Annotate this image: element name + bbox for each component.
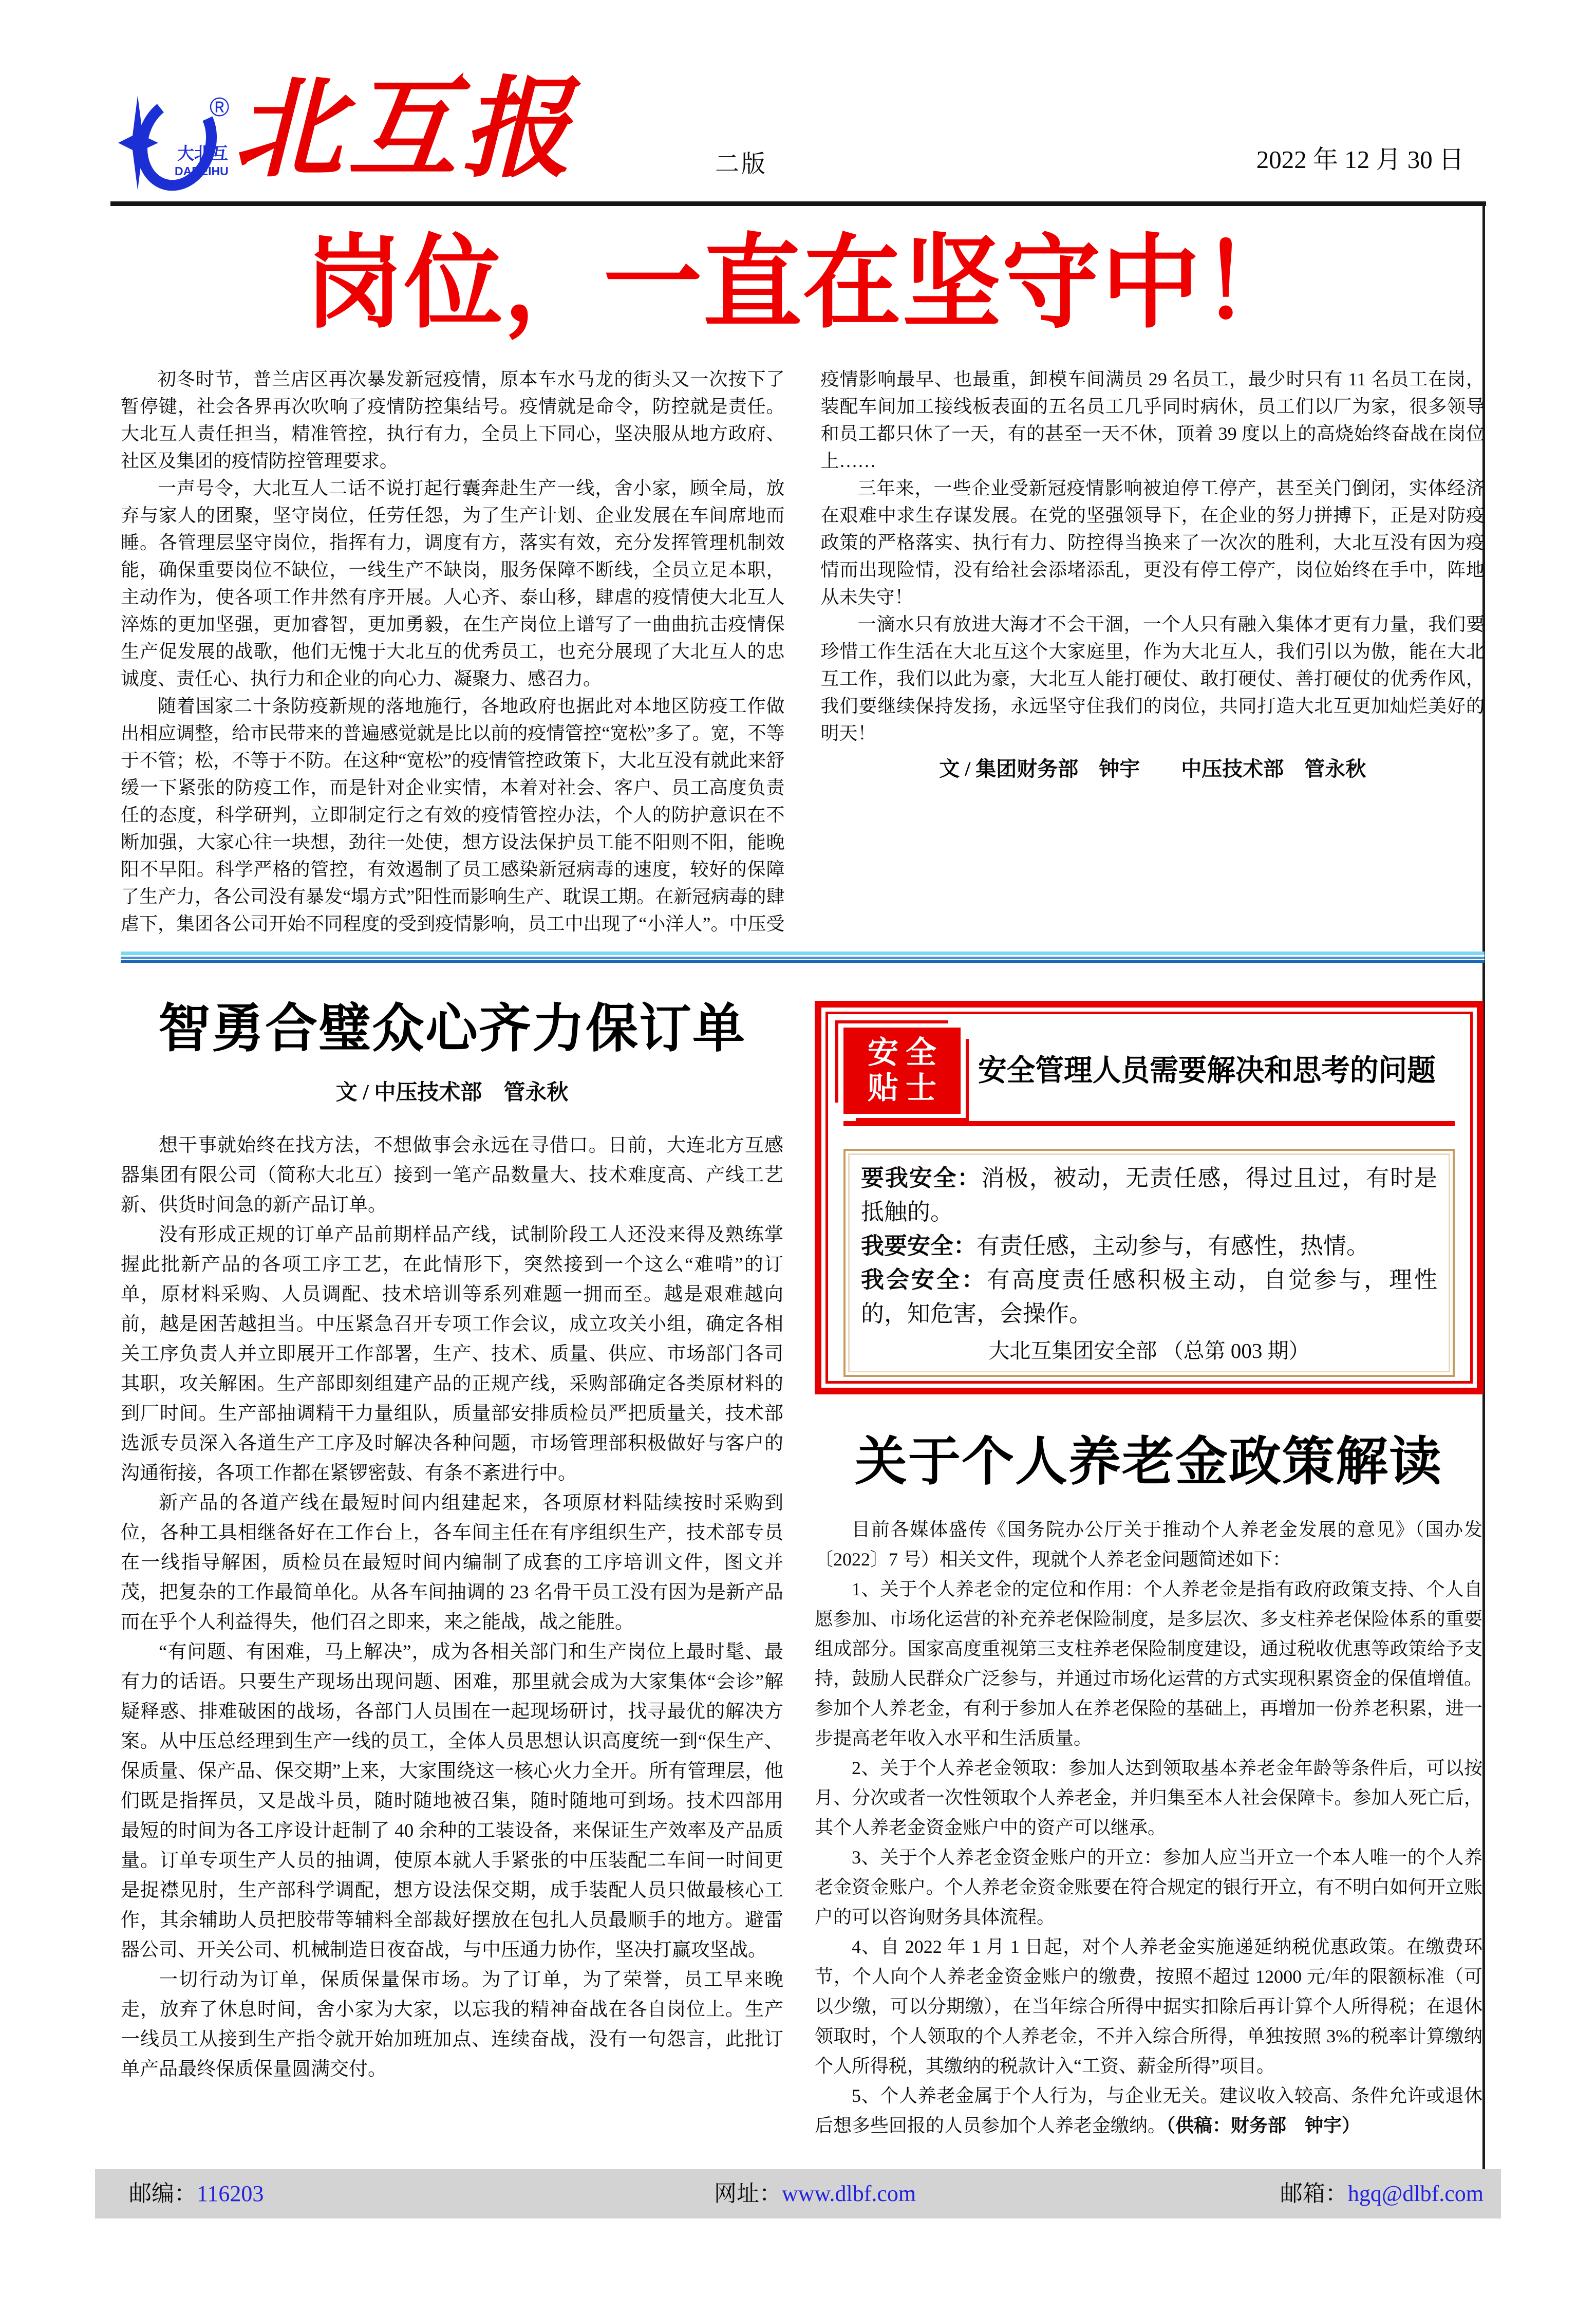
footer-website-link[interactable]: www.dlbf.com — [782, 2181, 916, 2206]
footer-email — [1280, 2169, 1484, 2218]
safety-title-underline — [843, 1121, 1455, 1126]
pension-paragraph-text: 5、个人养老金属于个人行为，与企业无关。建议收入较高、条件允许或退休后想多些回报的人员参加个人养老金缴纳。 — [815, 2085, 1482, 2136]
safety-item-text: 有高度责任感积极主动，自觉参与，理性的，知危害，会操作。 — [861, 1267, 1437, 1327]
order-article-byline: 文 / 中压技术部 管永秋 — [335, 1081, 569, 1105]
order-paragraph: 一切行动为订单，保质保量保市场。为了订单，为了荣誉，员工早来晚走，放弃了休息时间，舍小家为大家，以忘我的精神奋战在各自岗位上。生产一线员工从接到生产指令就开始加班加点、连续奋战，没有一句怨言，此批订单产品最终保质保量圆满交付。 — [121, 1969, 783, 2080]
section-divider — [121, 952, 1485, 963]
order-paragraph: 没有形成正规的订单产品前期样品产线，试制阶段工人还没来得及熟练掌握此批新产品的各项工序工艺，在此情形下，突然接到一个这么“难啃”的订单，原材料采购、人员调配、技术培训等系列难题一拥而至。越是艰难越向前，越是困苦越担当。中压紧急召开专项工作会议，成立攻关小组，确定各相关工序负责人并立即展开工作部署，生产、技术、质量、供应、市场部门各司其职，攻关解困。生产部即刻组建产品的正规产线，采购部确定各类原材料的到厂时间。生产部抽调精干力量组队，质量部安排质检员严把质量关，技术部选派专员深入各道生产工序及时解决各种问题，市场管理部积极做好与客户的沟通衔接，各项工作都在紧锣密鼓、有条不紊进行中。 — [121, 1224, 783, 1484]
svg-text:大北互: 大北互 — [177, 144, 228, 163]
safety-tips-box — [815, 1001, 1484, 1394]
lead-article-body — [121, 366, 1485, 957]
safety-item-lead: 我要安全： — [861, 1233, 977, 1259]
pension-last-paragraph — [815, 2081, 1482, 2140]
footer-postcode — [129, 2169, 264, 2218]
footer-postcode-value: 116203 — [197, 2181, 264, 2206]
footer-website-label: 网址： — [714, 2181, 782, 2206]
footer-email-label: 邮箱： — [1280, 2181, 1348, 2206]
safety-tips-title: 安全管理人员需要解决和思考的问题 — [978, 1053, 1436, 1087]
lead-attribution: 文 / 集团财务部 钟宇 中压技术部 管永秋 — [939, 757, 1366, 780]
lead-paragraph: 三年来，一些企业受新冠疫情影响被迫停工停产，甚至关门倒闭，实体经济在艰难中求生存谋发展。在党的坚强领导下，在企业的努力拼搏下，正是对防疫政策的严格落实、执行有力、防控得当换来了一次次的胜利，大北互没有因为疫情而出现险情，没有给社会添堵添乱，更没有停工停产，岗位始终在手中，阵地从未失守！ — [820, 478, 1485, 607]
pension-paragraph: 目前各媒体盛传《国务院办公厅关于推动个人养老金发展的意见》（国办发〔2022〕7 号）相关文件，现就个人养老金问题简述如下： — [815, 1519, 1482, 1570]
pension-paragraph: 1、关于个人养老金的定位和作用：个人养老金是指有政府政策支持、个人自愿参加、市场化运营的补充养老保险制度，是多层次、多支柱养老保险体系的重要组成部分。国家高度重视第三支柱养老保险制度建设，通过税收优惠等政策给予支持，鼓励人民群众广泛参与，并通过市场化运营的方式实现积累资金的保值增值。参加个人养老金，有利于参加人在养老保险的基础上，再增加一份养老积累，进一步提高老年收入水平和生活质量。 — [815, 1579, 1482, 1749]
safety-badge-line2: 贴士 — [868, 1070, 944, 1106]
safety-item — [861, 1263, 1437, 1331]
lead-paragraph: 初冬时节，普兰店区再次暴发新冠疫情，原本车水马龙的街头又一次按下了暂停键，社会各界再次吹响了疫情防控集结号。疫情就是命令，防控就是责任。大北互人责任担当，精准管控，执行有力，全员上下同心，坚决服从地方政府、社区及集团的疫情防控管理要求。 — [121, 369, 785, 471]
pension-paragraph: 4、自 2022 年 1 月 1 日起，对个人养老金实施递延纳税优惠政策。在缴费环节，个人向个人养老金资金账户的缴费，按照不超过 12000 元/年的限额标准（可以少缴，可以分期缴），在当年综合所得中据实扣除后再计算个人所得税；在退休领取时，个人领取的个人养老金，不并入综合所得，单独按照 3%的税率计算缴纳个人所得税，其缴纳的税款计入“工资、薪金所得”项目。 — [815, 1936, 1482, 2077]
pension-article — [815, 1432, 1482, 2140]
pension-paragraph: 2、关于个人养老金领取：参加人达到领取基本养老金年龄等条件后，可以按月、分次或者一次性领取个人养老金，并归集至本人社会保障卡。参加人死亡后，其个人养老金资金账户中的资产可以继承。 — [815, 1758, 1482, 1838]
safety-tips-header — [843, 1028, 1455, 1114]
safety-credit: 大北互集团安全部 （总第 003 期） — [988, 1339, 1310, 1363]
safety-item-lead: 我会安全： — [861, 1267, 987, 1293]
paper-title: 北互报 — [234, 65, 576, 192]
safety-item-text: 消极，被动，无责任感，得过且过，有时是抵触的。 — [861, 1165, 1437, 1225]
footer-website — [714, 2169, 916, 2218]
safety-item — [861, 1161, 1437, 1229]
order-paragraph: 新产品的各道产线在最短时间内组建起来，各项原材料陆续按时采购到位，各种工具相继备好在工作台上，各车间主任在有序组织生产，技术部专员在一线指导解困，质检员在最短时间内编制了成套的工序培训文件，图文并茂，把复杂的工作最简单化。从各车间抽调的 23 名骨干员工没有因为是新产品而在乎个人利益得失，他们召之即来，来之能战，战之能胜。 — [121, 1493, 783, 1633]
pension-paragraph: 3、关于个人养老金资金账户的开立：参加人应当开立一个本人唯一的个人养老金资金账户。个人养老金资金账要在符合规定的银行开立，有不明白如何开立账户的可以咨询财务具体流程。 — [815, 1847, 1482, 1928]
safety-item — [861, 1229, 1437, 1263]
order-paragraph: 想干事就始终在找方法，不想做事会永远在寻借口。日前，大连北方互感器集团有限公司（简称大北互）接到一笔产品数量大、技术难度高、产线工艺新、供货时间急的新产品订单。 — [121, 1135, 783, 1216]
safety-tips-badge-icon — [843, 1028, 961, 1114]
header-rule — [110, 201, 1486, 206]
footer-email-link[interactable]: hgq@dlbf.com — [1347, 2181, 1484, 2206]
order-article-title: 智勇合璧众心齐力保订单 — [158, 999, 746, 1058]
order-paragraph: “有问题、有困难，马上解决”，成为各相关部门和生产岗位上最时髦、最有力的话语。只要生产现场出现问题、困难，那里就会成为大家集体“会诊”解疑释惑、排难破困的战场，各部门人员围在一起现场研讨，找寻最优的解决方案。从中压总经理到生产一线的员工，全体人员思想认识高度统一到“保生产、保质量、保产品、保交期”上来，大家围绕这一核心火力全开。所有管理层，他们既是指挥员，又是战斗员，随时随地被召集，随时随地可到场。技术四部用最短的时间为各工序设计赶制了 40 余种的工装设备，来保证生产效率及产品质量。订单专项生产人员的抽调，使原本就人手紧张的中压装配二车间一时间更是捉襟见肘，生产部科学调配，想方设法保交期，成手装配人员只做最核心工作，其余辅助人员把胶带等辅料全部裁好摆放在包扎人员最顺手的地方。避雷器公司、开关公司、机械制造日夜奋战，与中压通力协作，坚决打赢攻坚战。 — [121, 1642, 783, 1961]
footer-postcode-label: 邮编： — [129, 2181, 197, 2206]
safety-item-text: 有责任感，主动参与，有感性，热情。 — [977, 1233, 1370, 1259]
pension-article-body — [815, 1515, 1482, 2140]
lead-headline: 岗位，一直在坚守中！ — [304, 226, 1301, 340]
registered-mark: ® — [210, 92, 230, 122]
lead-paragraph: 随着国家二十条防疫新规的落地施行，各地政府也据此对本地区防疫工作做出相应调整，给市民带来的普遍感觉就是比以前的疫情管控“宽松”多了。宽，不等于不管；松，不等于不防。在这种“宽松”的疫情管控政策下，大北互没有就此来舒缓一下紧张的防疫工作，而是针对企业实情，本着对社会、客户、员工高度负责任的态度，科学研判，立即制定行之有效的疫情管控办法，个人的防护意识在不断加强，大家心往一块想，劲往一处使，想方设法保护员工能不阳则不阳，能晚阳不早阳。科学严格的管控，有效遏制了员工感染新冠病毒的速度，较好的保障了生产力，各公司没有暴发“塌方式”阳性而影响生产、耽误工期。在新冠病毒的肆虐下，集团各公司开始不同程度的受到疫情影响，员工中出现了“小洋人”。中压受疫情影响最早、也最重，卸模车间满员 29 名员工，最少时只有 11 名员工在岗，装配车间加工接线板表面的五名员工几乎同时病休，员工们以厂为家，很多领导和员工都只休了一天，有的甚至一天不休，顶着 39 度以上的高烧始终奋战在岗位上…… — [121, 369, 1485, 934]
safety-tips-inner-frame — [825, 1012, 1473, 1384]
pension-article-title: 关于个人养老金政策解读 — [855, 1432, 1442, 1491]
order-article-body — [121, 1131, 783, 2084]
issue-date: 2022 年 12 月 30 日 — [1256, 145, 1464, 174]
svg-text:DABEIHU: DABEIHU — [175, 164, 229, 178]
safety-badge-line1: 安全 — [868, 1035, 944, 1071]
lead-paragraph: 一滴水只有放进大海才不会干涸，一个人只有融入集体才更有力量，我们要珍惜工作生活在大北互这个大家庭里，作为大北互人，我们引以为傲，能在大北互工作，我们以此为豪，大北互人能打硬仗、敢打硬仗、善打硬仗的优秀作风，我们要继续保持发扬，永远坚守住我们的岗位，共同打造大北互更加灿烂美好的明天！ — [820, 614, 1485, 743]
pension-credit: （供稿：财务部 钟宇） — [1166, 2115, 1361, 2136]
footer-bar — [95, 2169, 1501, 2218]
dabeihu-logo-icon — [117, 91, 233, 202]
order-article — [121, 999, 783, 2084]
page-number-label: 二版 — [715, 151, 767, 178]
safety-item-lead: 要我安全： — [861, 1165, 982, 1191]
safety-tips-content — [843, 1149, 1455, 1377]
lead-paragraph: 一声号令，大北互人二话不说打起行囊奔赴生产一线，舍小家，顾全局，放弃与家人的团聚，坚守岗位，任劳任怨，为了生产计划、企业发展在车间席地而睡。各管理层坚守岗位，指挥有力，调度有方，落实有效，充分发挥管理机制效能，确保重要岗位不缺位，一线生产不缺岗，服务保障不断线，全员立足本职，主动作为，使各项工作井然有序开展。人心齐、泰山移，肆虐的疫情使大北互人淬炼的更加坚强，更加睿智，更加勇毅，在生产岗位上谱写了一曲曲抗击疫情保生产促发展的战歌，他们无愧于大北互的优秀员工，也充分展现了大北互人的忠诚度、责任心、执行力和企业的向心力、凝聚力、感召力。 — [121, 478, 785, 689]
